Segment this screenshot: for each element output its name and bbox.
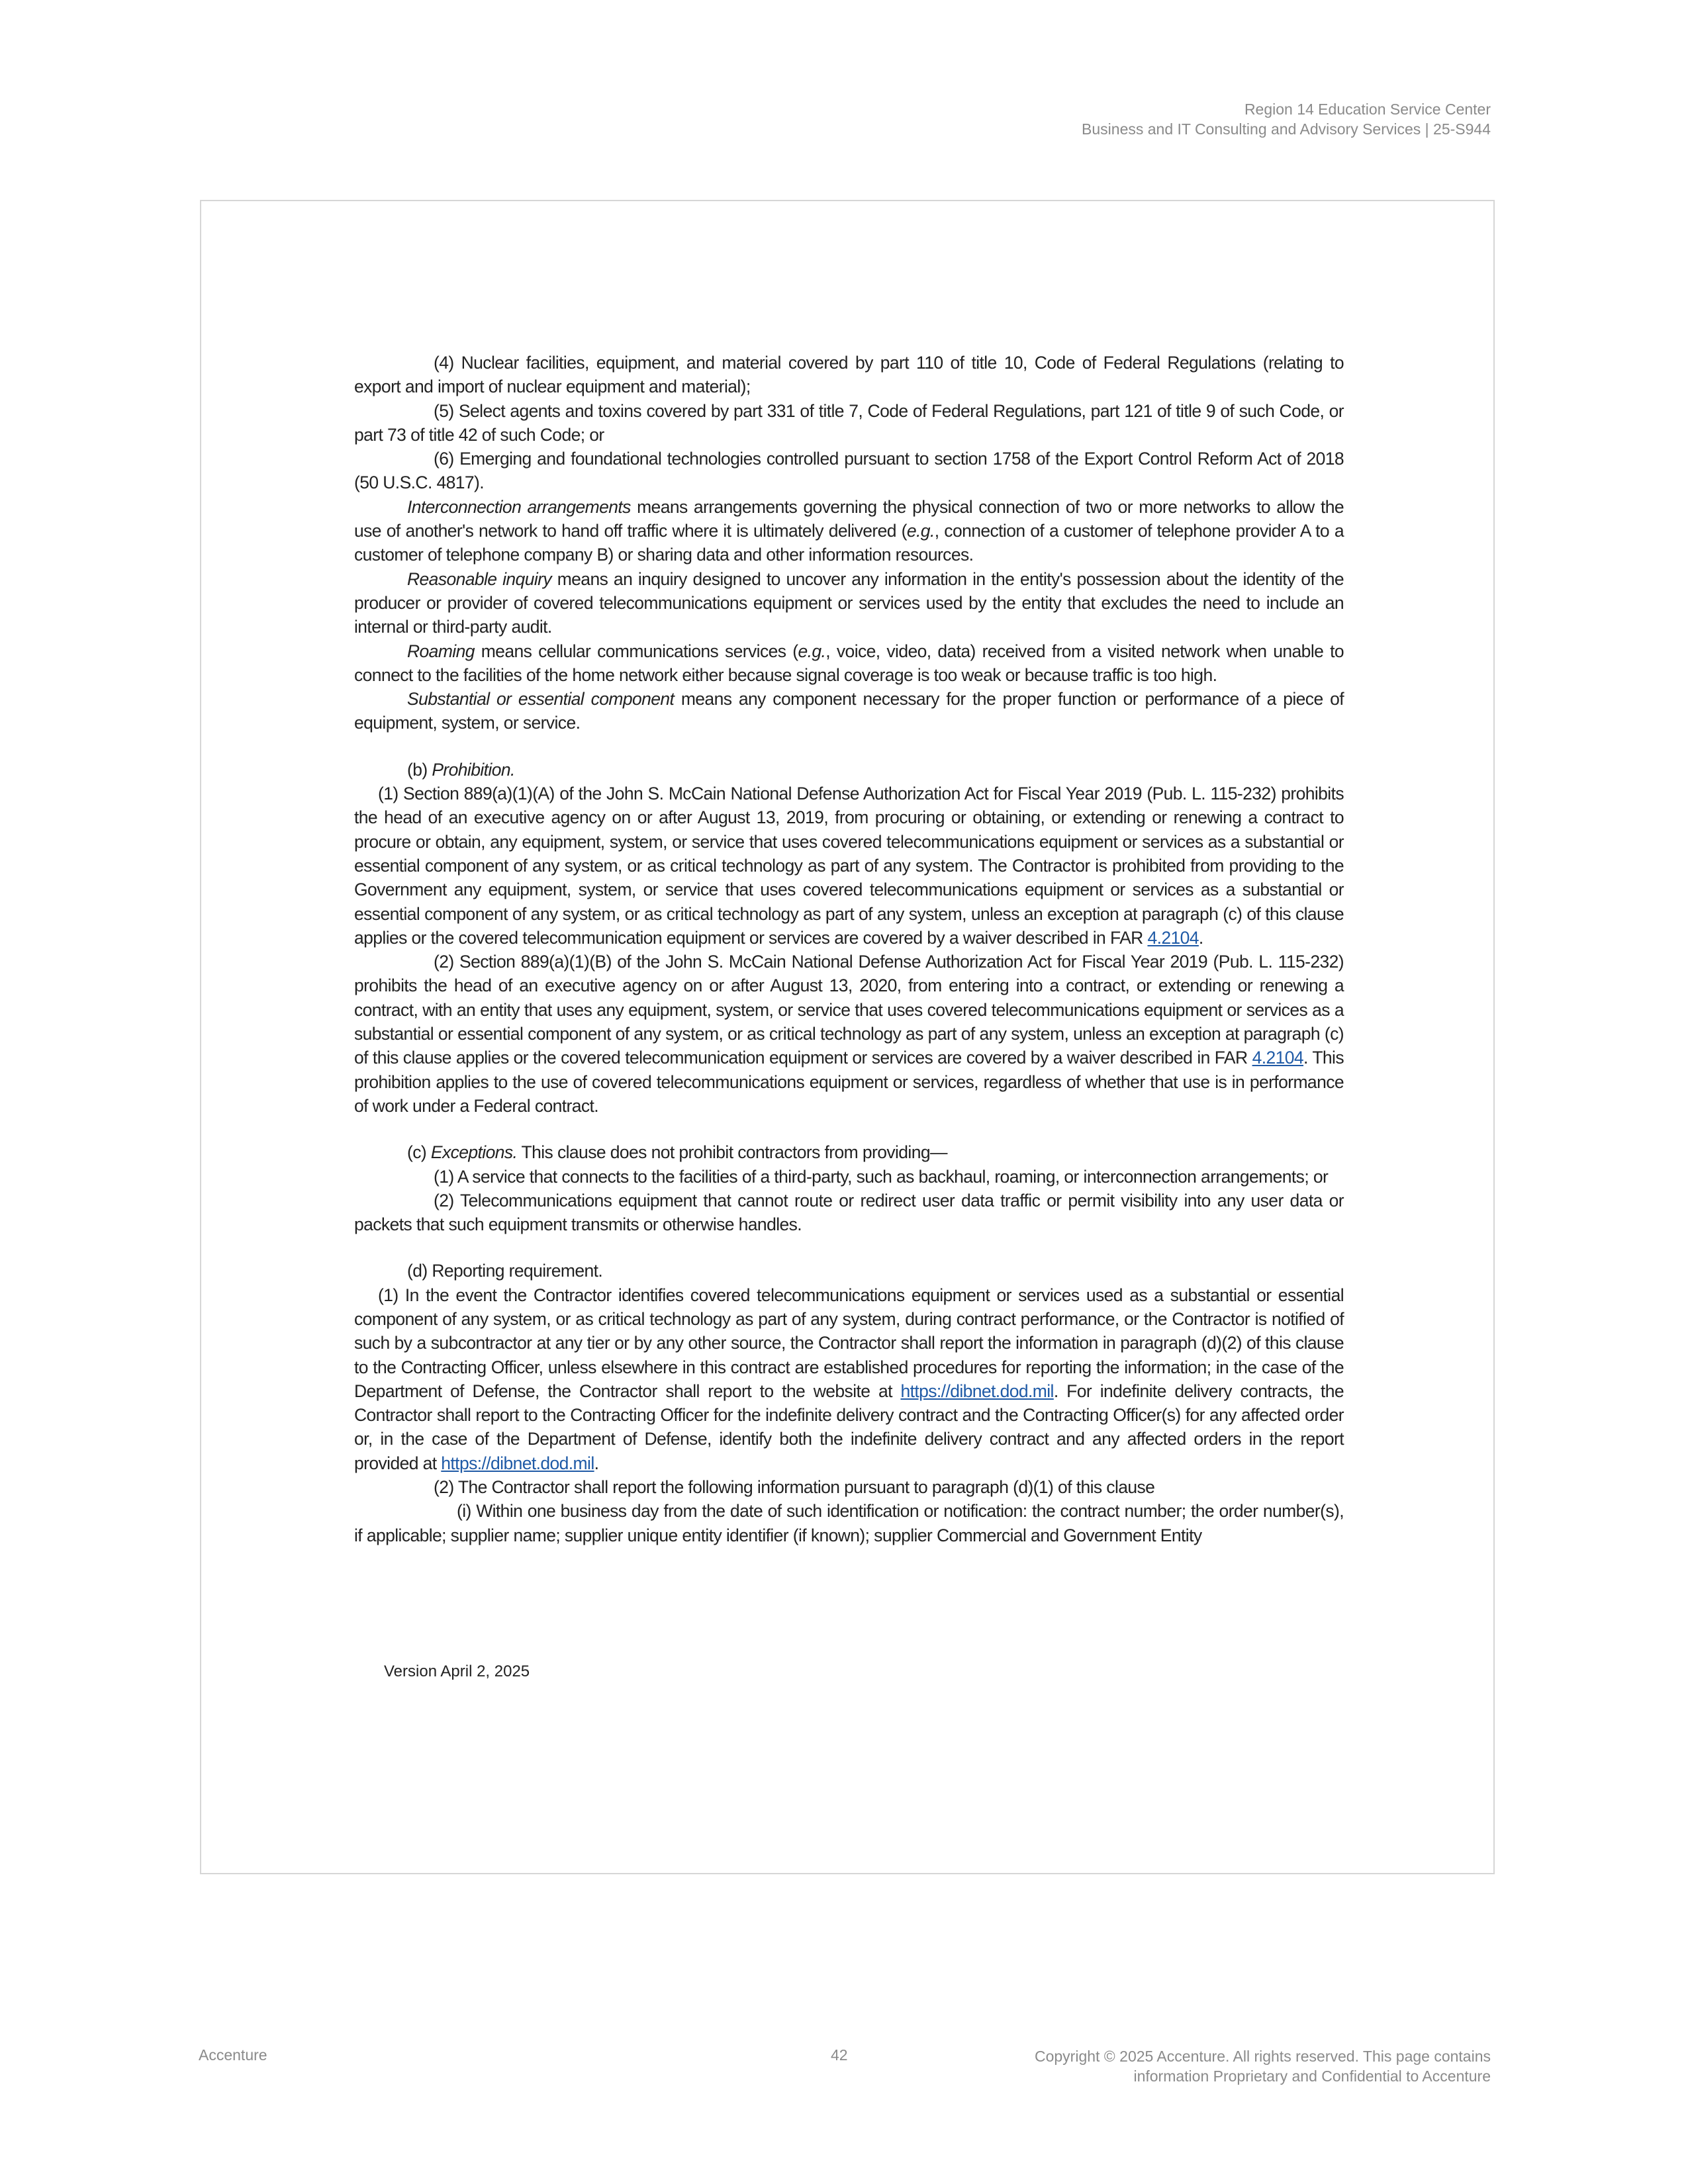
section-d-heading: (d) Reporting requirement. (407, 1261, 603, 1281)
footer-copyright: Copyright © 2025 Accenture. All rights reserved. This page contains information Proprietary and Confidential to Accenture (1034, 2048, 1491, 2085)
para-b1: (1) Section 889(a)(1)(A) of the John S. McCain National Defense Authorization Act for Fiscal Year 2019 (Pub. L. 115-232) prohibits the head of an executive agency on or after August 13, 2019, from procuring or obtaining, or extending or renewing a contract to procure or obtain, any equipment, system, or service that uses covered telecommunications equipment or services as a substantial or essential component of any system, or as critical technology as part of any system. The Contractor is prohibited from providing to the Government any equipment, system, or service that uses covered telecommunications equipment or services as a substantial or essential component of any system, or as critical technology as part of any system, unless an exception at paragraph (c) of this clause applies or the covered telecommunication equipment or services are covered by a waiver described in FAR 4.2104. (354, 784, 1344, 948)
dibnet-link[interactable]: https://dibnet.dod.mil (900, 1381, 1054, 1401)
term-roaming: Roaming (407, 641, 475, 661)
page-header (1082, 99, 1491, 139)
term-substantial-component: Substantial or essential component (407, 689, 675, 709)
header-project: Business and IT Consulting and Advisory Services | 25-S944 (1082, 120, 1491, 138)
term-interconnection: Interconnection arrangements (407, 496, 631, 517)
header-org: Region 14 Education Service Center (1244, 101, 1491, 118)
para-reasonable-inquiry: Reasonable inquiry means an inquiry designed to uncover any information in the entity's possession about the identity of the producer or provider of covered telecommunications equipment or services used by the entity that excludes the need to include an internal or third-party audit. (354, 569, 1344, 637)
section-b-heading: (b) Prohibition. (407, 759, 515, 780)
para-b2: (2) Section 889(a)(1)(B) of the John S. McCain National Defense Authorization Act for Fiscal Year 2019 (Pub. L. 115-232) prohibits the head of an executive agency on or after August 13, 2020, from entering into a contract, or extending or renewing a contract, with an entity that uses any equipment, system, or service that uses covered telecommunications equipment or services as a substantial or essential component of any system, or as critical technology as part of any system, unless an exception at paragraph (c) of this clause applies or the covered telecommunication equipment or services are covered by a waiver described in FAR 4.2104. This prohibition applies to the use of covered telecommunications equipment or services, regardless of whether that use is in performance of work under a Federal contract. (354, 952, 1344, 1116)
far-link-4-2104-second[interactable]: 4.2104 (1252, 1048, 1304, 1068)
para-substantial-component: Substantial or essential component means any component necessary for the proper function or performance of a piece of equipment, system, or service. (354, 689, 1344, 733)
dibnet-link-second[interactable]: https://dibnet.dod.mil (441, 1453, 594, 1473)
far-link-4-2104[interactable]: 4.2104 (1147, 927, 1199, 948)
section-c-heading: (c) Exceptions. This clause does not prohibit contractors from providing— (407, 1142, 947, 1163)
para-d2-i: (i) Within one business day from the date of such identification or notification: the contract number; the order number(s), if applicable; supplier name; supplier unique entity identifier (if known); supplier Commercial and Government Entity (354, 1501, 1344, 1545)
para-select-agents: (5) Select agents and toxins covered by part 331 of title 7, Code of Federal Regulations, part 121 of title 9 of such Code, or part 73 of title 42 of such Code; or (354, 400, 1344, 445)
para-c1: (1) A service that connects to the facilities of a third-party, such as backhaul, roaming, or interconnection arrangements; or (434, 1166, 1329, 1187)
term-reasonable-inquiry: Reasonable inquiry (407, 569, 551, 589)
para-interconnection: Interconnection arrangements means arrangements governing the physical connection of two or more networks to allow the use of another's network to hand off traffic where it is ultimately delivered (e.g., connection of a customer of telephone provider A to a customer of telephone company B) or sharing data and other information resources. (354, 496, 1344, 565)
para-emerging-technologies: (6) Emerging and foundational technologies controlled pursuant to section 1758 of the Export Control Reform Act of 2018 (50 U.S.C. 4817). (354, 449, 1344, 493)
para-nuclear-facilities: (4) Nuclear facilities, equipment, and material covered by part 110 of title 10, Code of Federal Regulations (relating to export and import of nuclear equipment and material); (354, 353, 1344, 397)
para-d1: (1) In the event the Contractor identifies covered telecommunications equipment or services used as a substantial or essential component of any system, or as critical technology as part of any system, during contract performance, or the Contractor is notified of such by a subcontractor at any tier or by any other source, the Contractor shall report the information in paragraph (d)(2) of this clause to the Contracting Officer, unless elsewhere in this contract are established procedures for reporting the information; in the case of the Department of Defense, the Contractor shall report to the website at https://dibnet.dod.mil. For indefinite delivery contracts, the Contractor shall report to the Contracting Officer for the indefinite delivery contract and the Contracting Officer(s) for any affected order or, in the case of the Department of Defense, identify both the indefinite delivery contract and any affected orders in the report provided at https://dibnet.dod.mil. (354, 1285, 1344, 1473)
para-c2: (2) Telecommunications equipment that cannot route or redirect user data traffic or permit visibility into any user data or packets that such equipment transmits or otherwise handles. (354, 1190, 1344, 1235)
page-number: 42 (831, 2046, 848, 2064)
version-label: Version April 2, 2025 (384, 1662, 530, 1680)
scanned-document-body (354, 351, 1344, 1547)
para-roaming: Roaming means cellular communications services (e.g., voice, video, data) received from a visited network when unable to connect to the facilities of the home network either because signal coverage is too weak or because traffic is too high. (354, 641, 1344, 685)
para-d2: (2) The Contractor shall report the following information pursuant to paragraph (d)(1) of this clause (434, 1477, 1155, 1498)
footer-company: Accenture (199, 2046, 267, 2064)
